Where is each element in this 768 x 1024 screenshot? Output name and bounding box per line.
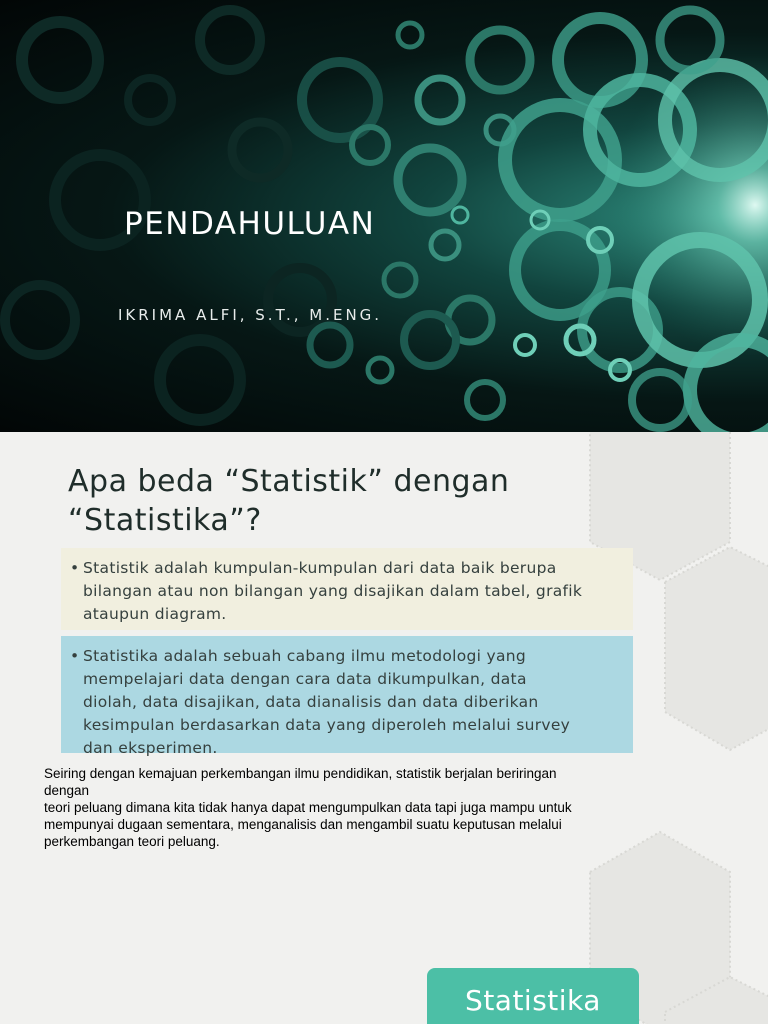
- paragraph-line: mempunyai dugaan sementara, menganalisis dan mengambil suatu keputusan melalui: [44, 817, 562, 832]
- bullet-icon: •: [70, 647, 80, 665]
- paragraph-line: teori peluang dimana kita tidak hanya dapat mengumpulkan data tapi juga mampu untuk: [44, 800, 572, 815]
- bullet-box-statistik: [61, 548, 633, 630]
- heading-line-2: “Statistika”?: [68, 503, 262, 538]
- slide-heading: [68, 462, 588, 540]
- bullet-box-statistika: [61, 636, 633, 757]
- bullet-line: kesimpulan berdasarkan data yang diperoleh melalui survey: [83, 716, 571, 734]
- title-slide: [0, 0, 768, 432]
- bullet-line: Statistika adalah sebuah cabang ilmu metodologi yang: [83, 647, 527, 665]
- paragraph-line: Seiring dengan kemajuan perkembangan ilmu pendidikan, statistik berjalan beriringan: [44, 766, 557, 781]
- bullet-line: mempelajari data dengan cara data dikumpulkan, data: [83, 670, 527, 688]
- bullet-line: diolah, data disajikan, data dianalisis dan data diberikan: [83, 693, 539, 711]
- bullet-line: Statistik adalah kumpulan-kumpulan dari data baik berupa: [83, 559, 557, 577]
- bokeh-circles-background: [0, 0, 768, 432]
- bullet-icon: •: [70, 559, 80, 577]
- bullet-line: bilangan atau non bilangan yang disajikan dalam tabel, grafik: [83, 582, 583, 600]
- paragraph-line: perkembangan teori peluang.: [44, 834, 220, 849]
- content-slide: [0, 432, 768, 1024]
- heading-line-1: Apa beda “Statistik” dengan: [68, 464, 510, 499]
- paragraph-line: dengan: [44, 783, 90, 798]
- description-paragraph: [44, 765, 724, 850]
- slide-title: PENDAHULUAN: [124, 206, 376, 242]
- bullet-line: ataupun diagram.: [83, 605, 227, 623]
- bullet-line: dan eksperimen.: [83, 739, 218, 757]
- statistika-title-box: Statistika: [427, 968, 639, 1024]
- slide-subtitle-author: IKRIMA ALFI, S.T., M.ENG.: [118, 306, 383, 324]
